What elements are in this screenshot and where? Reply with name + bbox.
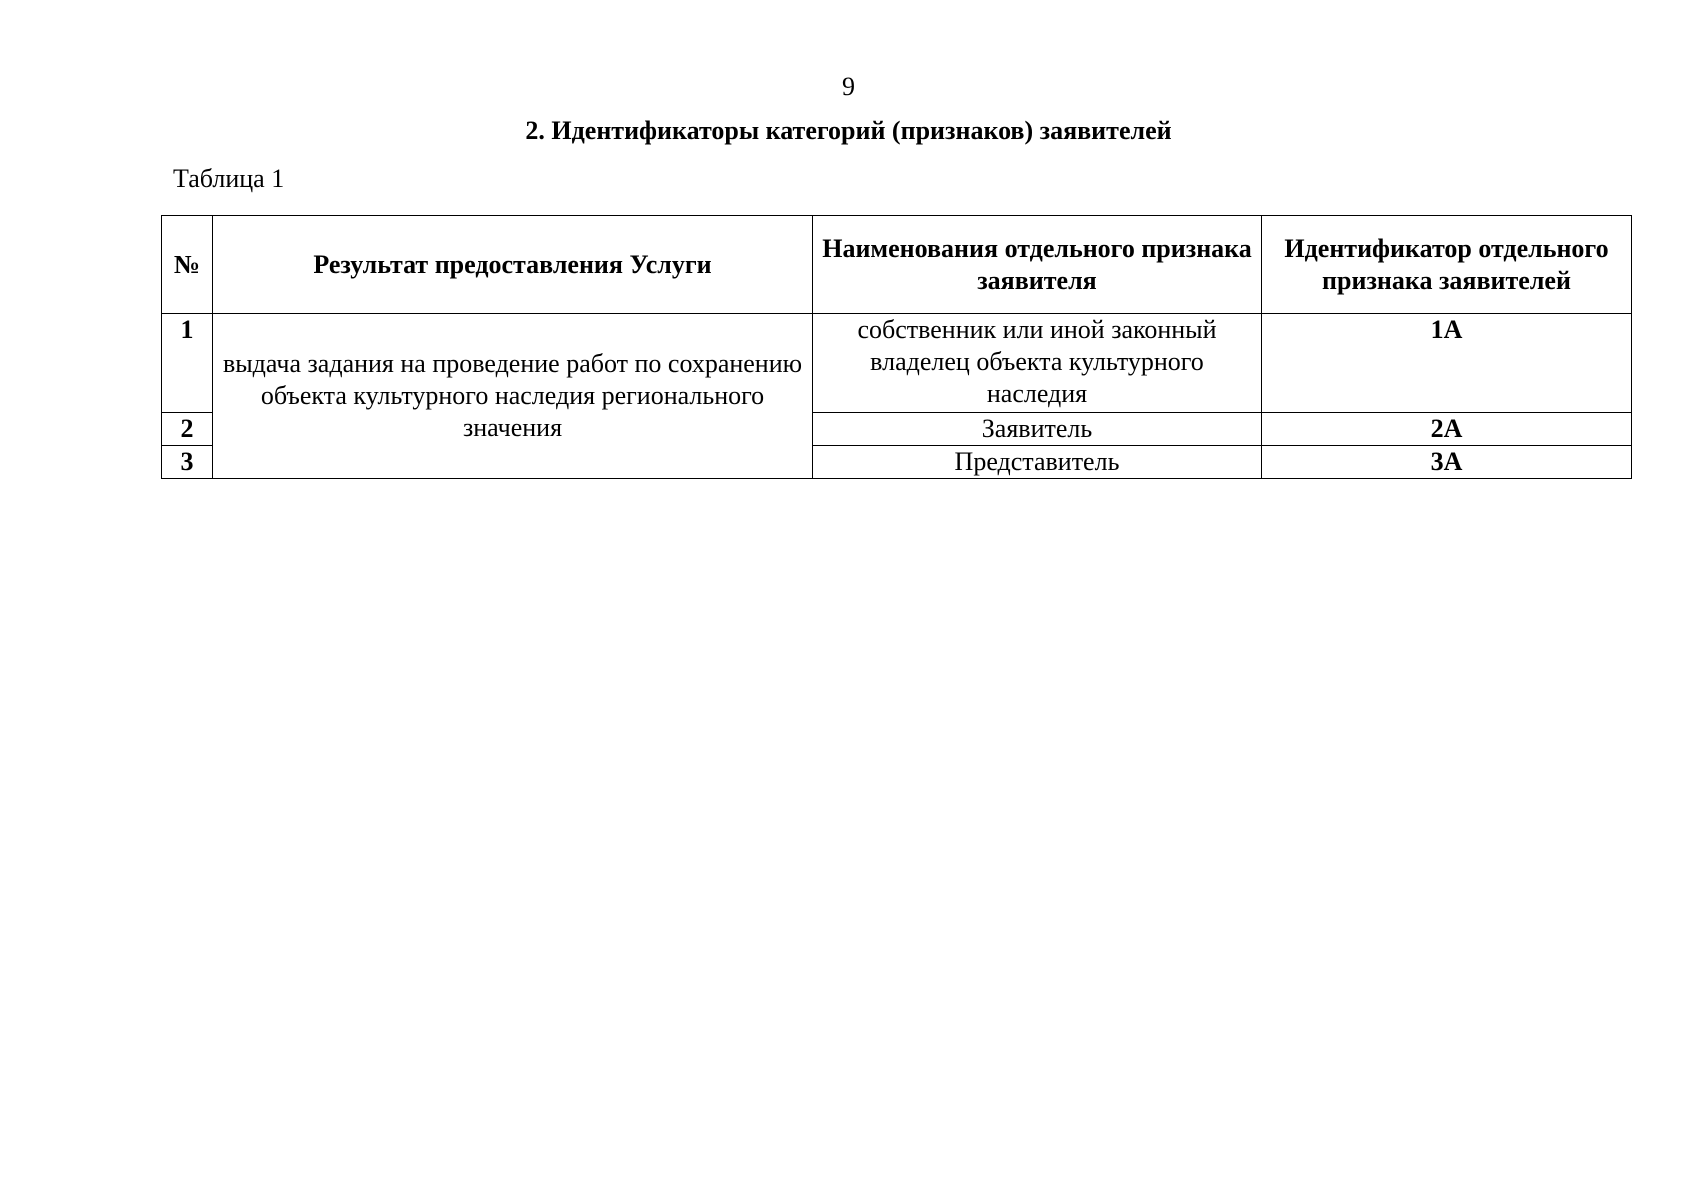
attribute-name-cell: Представитель (813, 446, 1262, 479)
row-number: 2 (162, 413, 213, 446)
attribute-identifier-cell: 1А (1262, 314, 1632, 413)
row-number: 3 (162, 446, 213, 479)
attribute-name-cell: Заявитель (813, 413, 1262, 446)
service-result-cell: выдача задания на проведение работ по сохранению объекта культурного наследия регионального значения (213, 314, 813, 479)
header-result: Результат предоставления Услуги (213, 216, 813, 314)
table-row (162, 314, 1632, 413)
page-number: 9 (842, 72, 855, 101)
table-caption: Таблица 1 (173, 164, 285, 193)
applicant-categories-table (161, 215, 1632, 479)
attribute-identifier-cell: 2А (1262, 413, 1632, 446)
header-number: № (162, 216, 213, 314)
attribute-identifier-cell: 3А (1262, 446, 1632, 479)
section-title: 2. Идентификаторы категорий (признаков) заявителей (525, 116, 1172, 145)
row-number: 1 (162, 314, 213, 413)
table-header-row (162, 216, 1632, 314)
header-attribute-identifier: Идентификатор отдельного признака заявителей (1262, 216, 1632, 314)
attribute-name-cell: собственник или иной законный владелец объекта культурного наследия (813, 314, 1262, 413)
header-attribute-name: Наименования отдельного признака заявителя (813, 216, 1262, 314)
